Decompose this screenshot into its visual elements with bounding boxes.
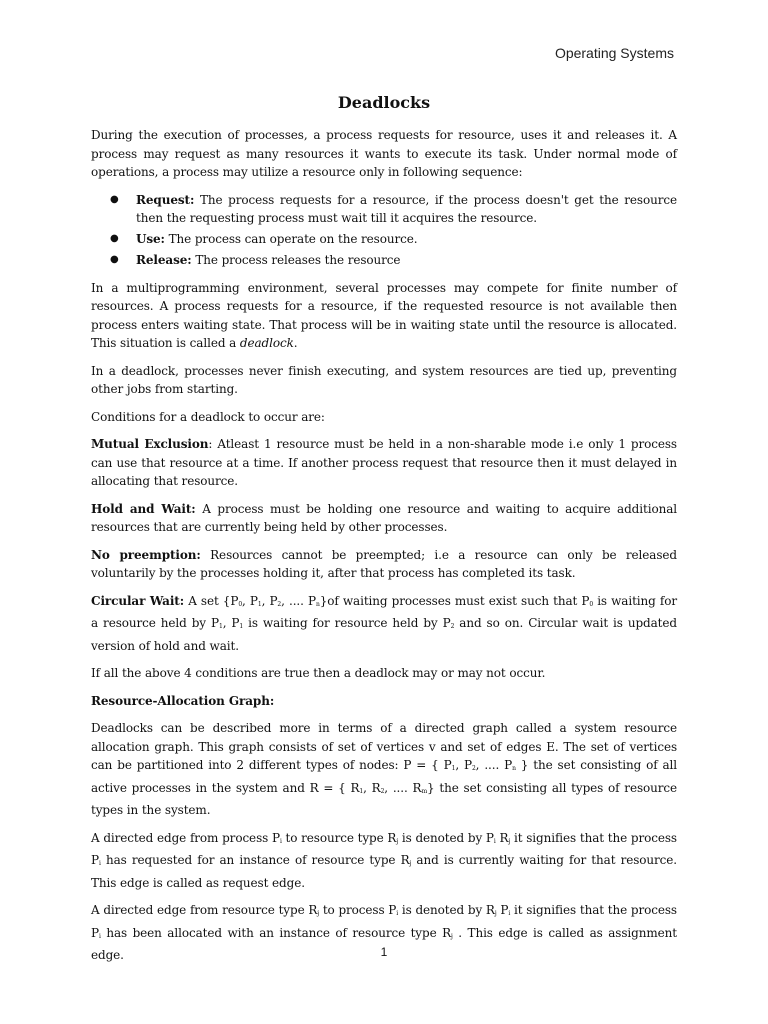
hold-and-wait-paragraph: Hold and Wait: A process must be holding one resource and waiting to acquire additional resources that are currently being held by other processes. [91,501,677,534]
rag-paragraph: Deadlocks can be described more in terms of a directed graph called a system resource allocation graph. This graph consists of set of vertices v and set of edges E. The set of vertices can be partitioned into 2 different types of nodes: P = { $P_1$, $P_2$, .... $P_n$ } the set consisting of all active processes in the system and R = { $R_1$, $R_2$, .... $R_m$} the set consisting all types of resource types in the system. [91,721,678,817]
list-item-term: Use: [136,232,165,246]
request-edge-paragraph: A directed edge from process $P_i$ to resource type $R_j$ is denoted by $P_i$ $R_j$ it signifies that the process $P_i$ has requested for an instance of resource type $R_j$ and is currently waiting for that resource. This edge is called as request edge. [91,830,678,890]
list-item-text: The process releases the resource [191,253,401,267]
list-item-term: Release: [136,253,192,267]
list-item [136,191,677,228]
mutual-exclusion-paragraph: Mutual Exclusion: Atleast 1 resource must be held in a non-sharable mode i.e only 1 process can use that resource at a time. If another process request that resource then it must delayed in allocating that resource. [91,437,677,488]
page-title: Deadlocks [337,93,431,112]
all-conditions-paragraph: If all the above 4 conditions are true then a deadlock may or may not occur. [91,666,546,680]
list-item-text: The process can operate on the resource. [164,232,418,246]
running-header: Operating Systems [554,45,674,61]
circular-wait-paragraph: Circular Wait: A set {$P_0$, $P_1$, $P_2$, .... $P_n\}of$ waiting processes must exist such that $P_0$ is waiting for a resource held by $P_1$, $P_1$ is waiting for resource held by $P_2$ and so on. Circular wait is updated version of hold and wait. [91,593,677,653]
assignment-edge-paragraph: A directed edge from resource type $R_j$ to process $P_i$ is denoted by $R_j$ $P_i$ it signifies that the process $P_i$ has been allocated with an instance of resource type $R_j$ . This edge is called as assignment edge. [91,903,677,962]
deadlock-emphasis: deadlock [239,336,294,350]
page-number: 1 [380,945,388,959]
intro-paragraph: During the execution of processes, a process requests for resource, uses it and releases it. A process may request as many resources it wants to execute its task. Under normal mode of operations, a process may utilize a resource only in following sequence: [91,128,677,179]
list-item-text: The process requests for a resource, if the process doesn't get the resource then the requesting process must wait till it acquires the resource. [136,192,677,225]
list-item [136,251,677,270]
list-item-term: Request: [136,192,195,207]
multiprogramming-paragraph: In a multiprogramming environment, several processes may compete for finite number of resources. A process requests for a resource, if the requested resource is not available then process enters waiting state. That process will be in waiting state until the resource is allocated. This situation is called a deadlock. [91,280,677,350]
usage-sequence-list [91,191,677,270]
conditions-intro: Conditions for a deadlock to occur are: [91,409,325,424]
no-preemption-paragraph: No preemption: Resources cannot be preempted; i.e a resource can only be released voluntarily by the processes holding it, after that process has completed its task. [91,547,677,580]
body-text [91,126,677,974]
list-item [136,230,677,249]
deadlock-paragraph: In a deadlock, processes never finish executing, and system resources are tied up, preventing other jobs from starting. [91,363,677,396]
rag-heading: Resource-Allocation Graph: [91,693,275,708]
